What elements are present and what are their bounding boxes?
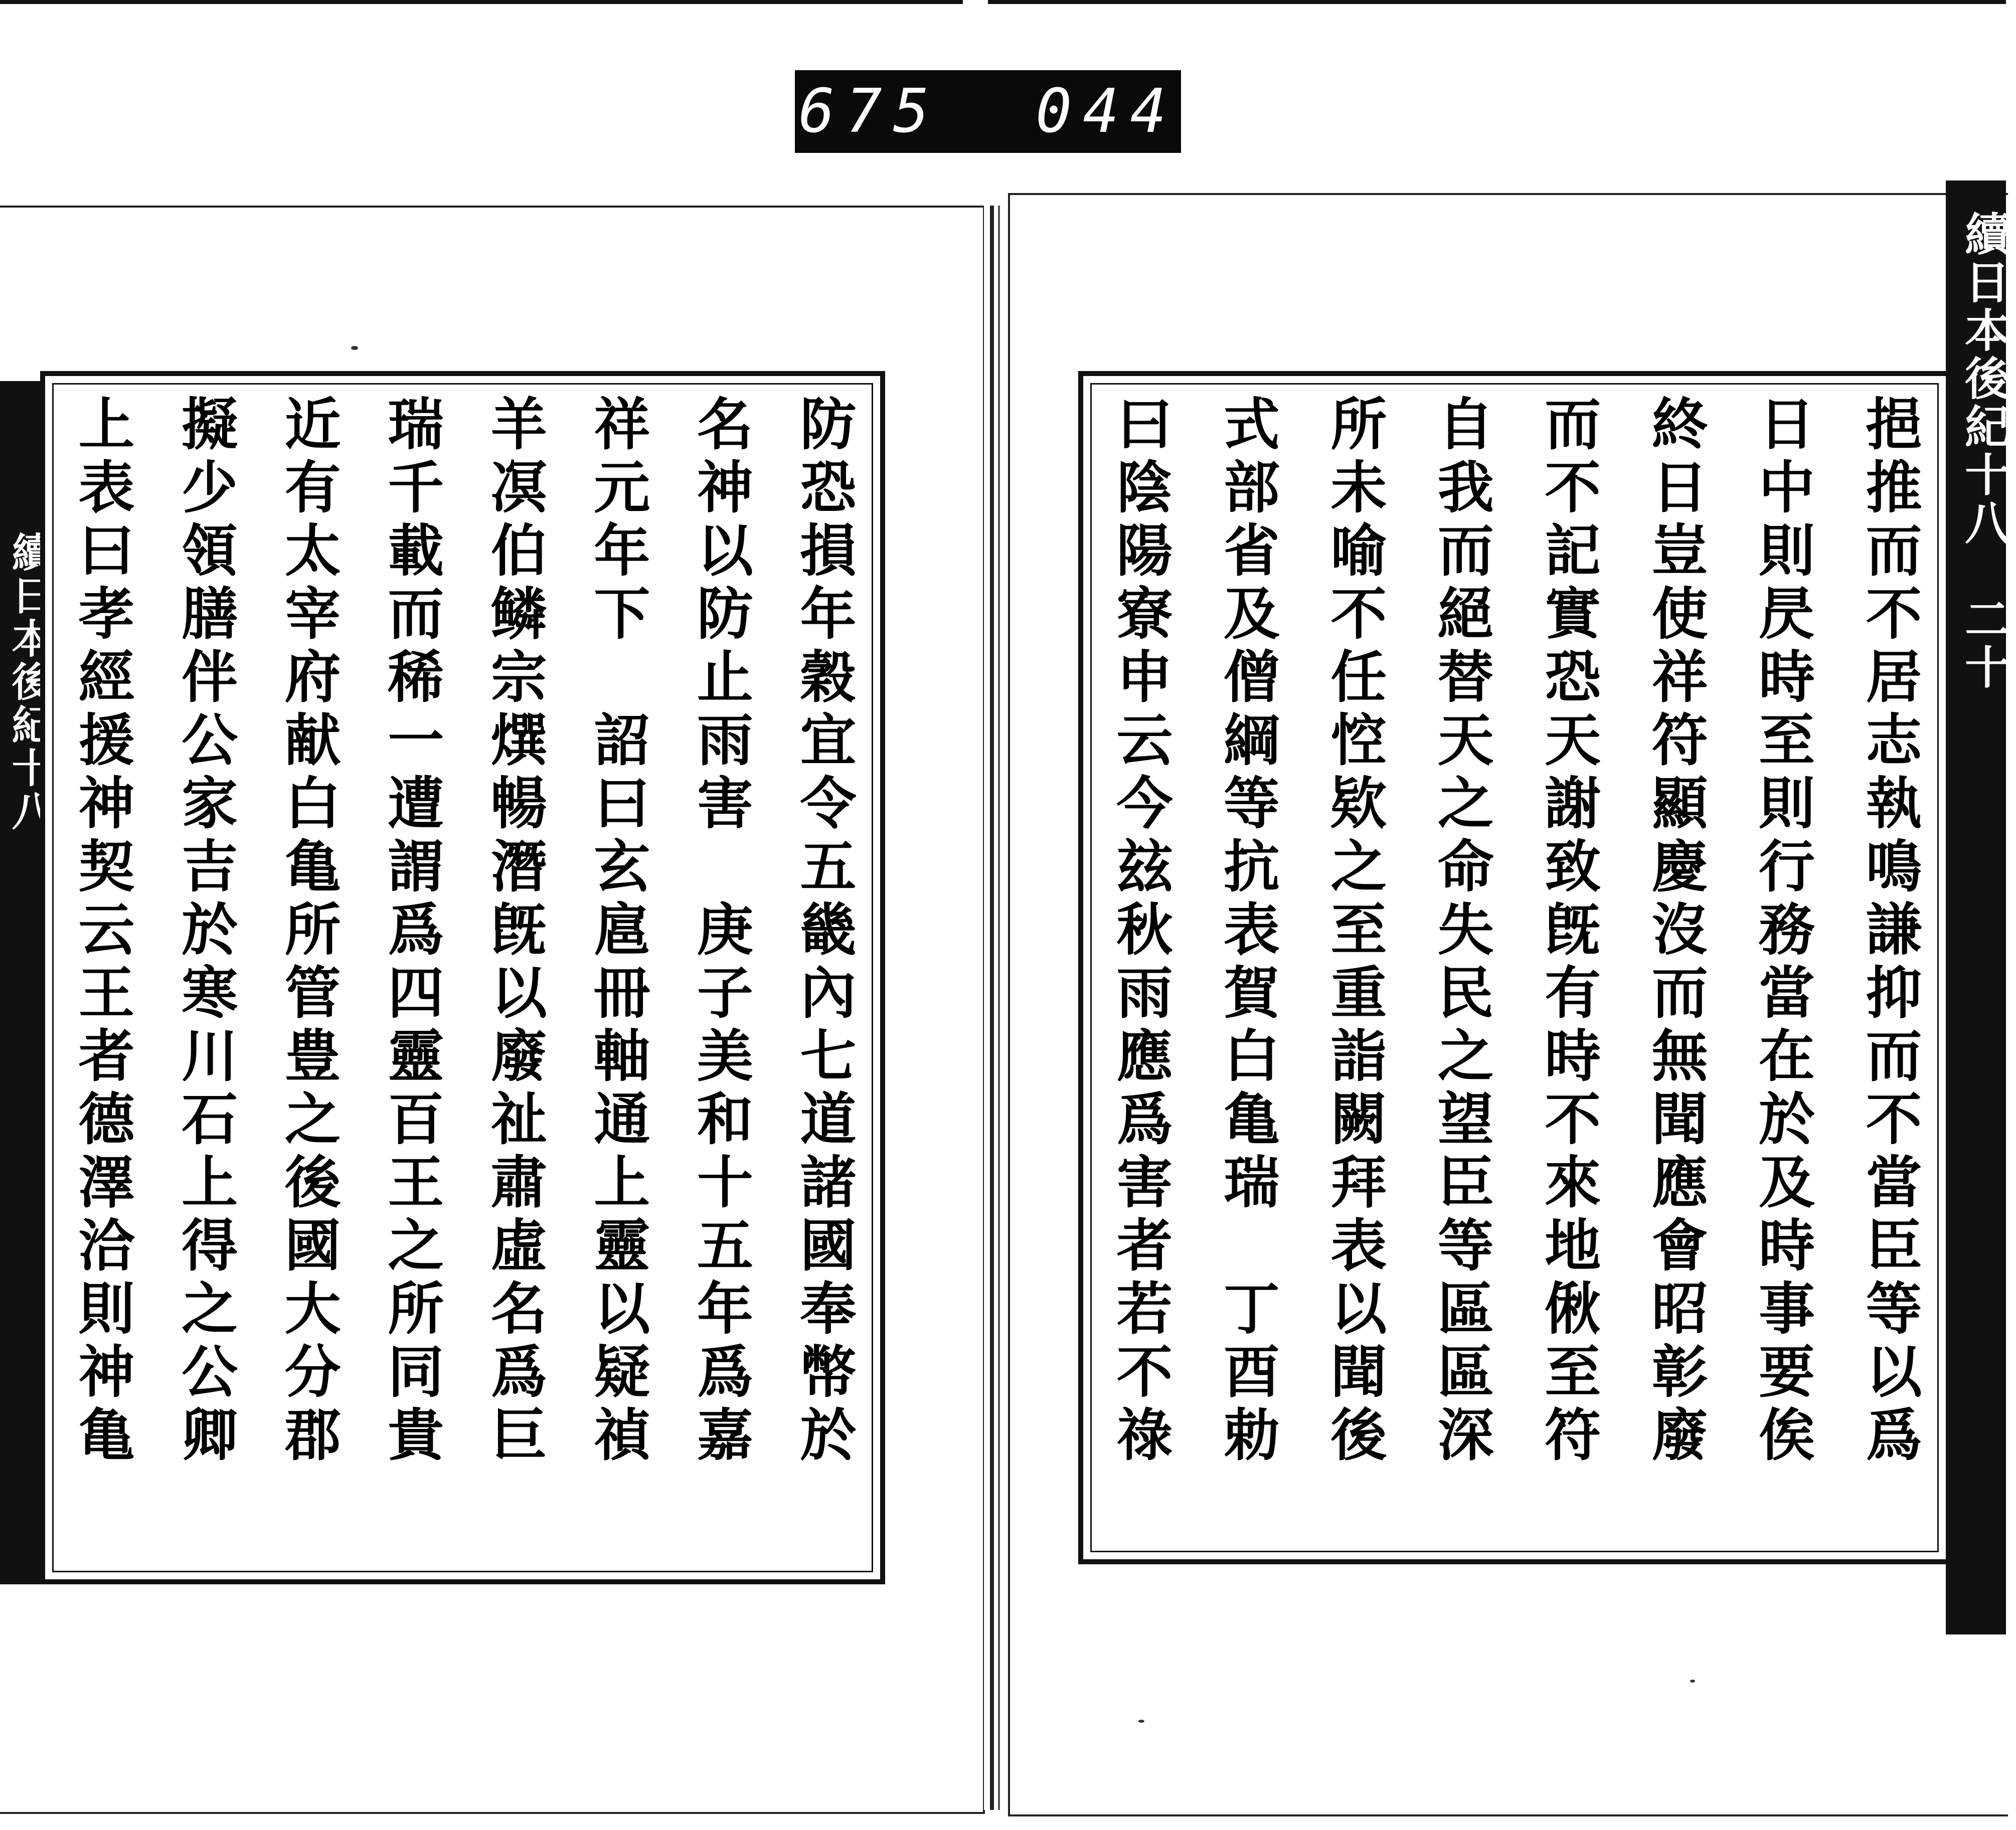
left-column-3: 祥元年下 詔曰玄扈冊軸通上靈以疑禎: [584, 395, 650, 1469]
top-scan-line-left: [0, 0, 963, 4]
right-page-margin-strip: [1946, 180, 2010, 1634]
left-column-2: 名神以防止雨害 庚子美和十五年爲嘉: [688, 395, 754, 1469]
scan-speck: [1138, 1720, 1144, 1723]
label-number-left: 675: [798, 77, 940, 146]
label-number-right: 044: [1036, 77, 1178, 146]
left-column-7: 擬少領膳伴公家吉於寒川石上得之公卿: [172, 395, 238, 1469]
right-margin-text: 續日本後紀十八 二十: [1957, 211, 2010, 692]
left-column-5: 瑞千載而稀一遭謂爲四靈百王之所同貴: [378, 395, 444, 1469]
scan-speck: [351, 346, 358, 350]
left-column-6: 近有太宰府献白亀所管豊之後國大分郡: [275, 395, 342, 1469]
right-text-frame: [1078, 371, 1951, 1564]
left-text-block: [52, 383, 873, 1572]
right-column-3: 終日豈使祥符顯慶沒而無聞應會昭彰廢: [1642, 395, 1709, 1469]
top-scan-line-right: [988, 0, 2006, 4]
left-column-4: 羊凕伯鳞宗㷷暢潛旣以廢祉肅虛名爲巨: [481, 395, 548, 1469]
archive-label-plate: [795, 70, 1181, 153]
scan-speck: [1690, 1680, 1695, 1683]
right-column-5: 自我而絕替天之命失民之望臣等區區深: [1428, 395, 1494, 1469]
right-text-block: [1090, 383, 1939, 1552]
left-column-8: 上表曰孝經援神契云王者德澤洽則神亀: [69, 395, 135, 1469]
right-column-8: 曰陰陽寮申云今玆秋雨應爲害者若不祿: [1107, 395, 1173, 1469]
right-column-6: 所未喻不任悾欵之至重詣闕拜表以聞後: [1321, 395, 1387, 1469]
right-column-1: 挹推而不居志執鳴謙抑而不當臣等以爲: [1856, 395, 1922, 1469]
left-column-1: 防恐損年穀宜令五畿內七道諸國奉幣於: [790, 395, 857, 1469]
left-text-frame: [40, 371, 885, 1584]
right-column-4: 而不記實恐天謝致旣有時不來地偢至符: [1535, 395, 1601, 1469]
book-gutter: [984, 206, 1007, 1810]
left-edge-text: 續日本後紀十八: [5, 531, 52, 833]
right-column-2: 日中則昃時至則行務當在於及時事要俟: [1749, 395, 1815, 1469]
right-column-7: 式部省及僧綱等抗表賀白亀瑞 丁酉勅: [1214, 395, 1280, 1469]
left-page-edge-strip: [0, 381, 52, 1584]
